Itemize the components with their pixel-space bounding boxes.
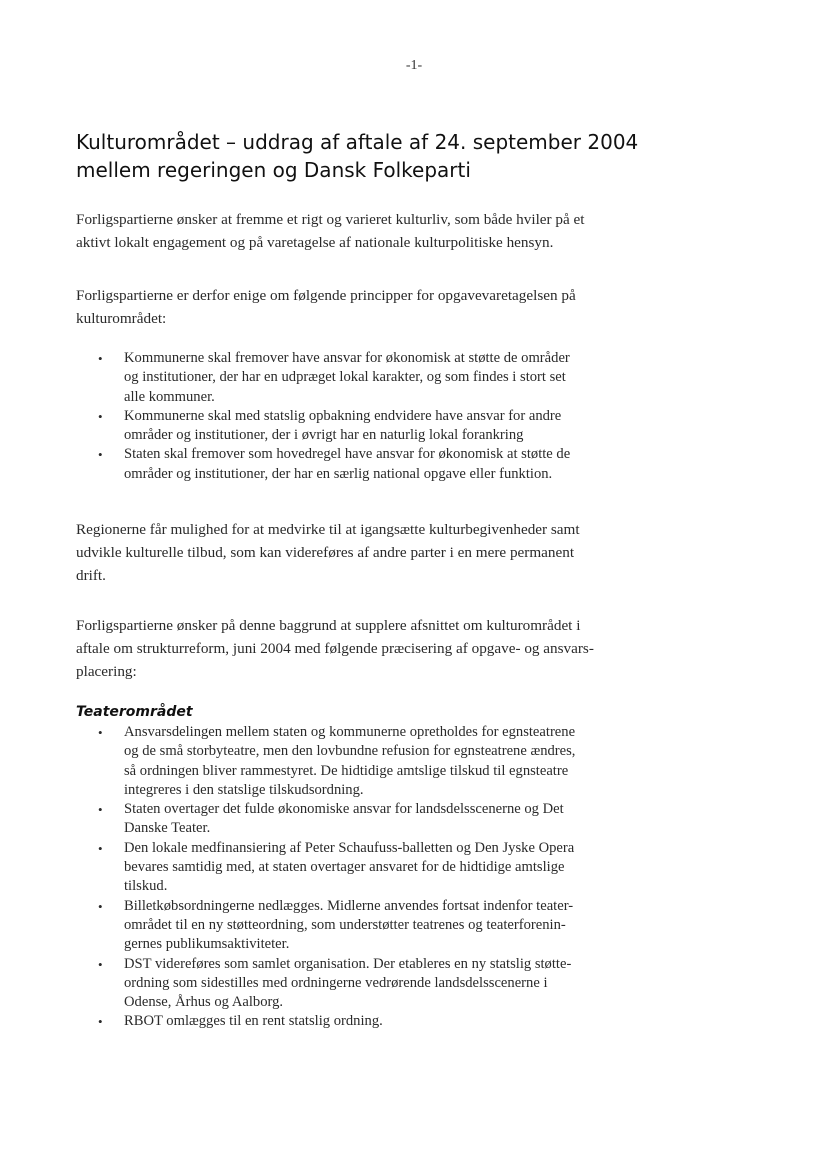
list-item — [98, 723, 644, 800]
title-line: Kulturområdet – uddrag af aftale af 24. september 2004 — [76, 130, 639, 154]
text-line: aftale om strukturreform, juni 2004 med følgende præcisering af opgave- og ansvars- — [76, 640, 594, 657]
supplement-paragraph — [76, 614, 642, 683]
text-line: områder og institutioner, der i øvrigt har en naturlig lokal forankring — [124, 427, 524, 444]
text-line: Danske Teater. — [124, 820, 211, 837]
bullet-icon: • — [98, 447, 103, 463]
text-line: placering: — [76, 663, 137, 680]
document-title — [76, 128, 696, 184]
intro-paragraph — [76, 208, 642, 254]
list-item — [98, 445, 644, 484]
text-line: Ansvarsdelingen mellem staten og kommunerne opretholdes for egnsteatrene — [124, 724, 576, 740]
text-line: udvikle kulturelle tilbud, som kan videreføres af andre parter i en mere permanent — [76, 544, 575, 561]
list-item — [98, 800, 644, 839]
text-line: Staten skal fremover som hovedregel have ansvar for økonomisk at støtte de — [124, 446, 571, 463]
text-line: Billetkøbsordningerne nedlægges. Midlerne anvendes fortsat indenfor teater- — [124, 897, 574, 914]
text-line: Staten overtager det fulde økonomiske ansvar for landsdelsscenerne og Det — [124, 801, 564, 818]
text-line: integreres i den statslige tilskudsordning. — [124, 781, 364, 798]
title-line: mellem regeringen og Dansk Folkeparti — [76, 158, 471, 182]
bullet-icon: • — [98, 408, 103, 424]
list-item — [98, 407, 644, 446]
text-line: gernes publikumsaktiviteter. — [124, 936, 290, 953]
text-line: Regionerne får mulighed for at medvirke til at igangsætte kulturbegivenheder samt — [76, 521, 580, 538]
bullet-icon: • — [98, 802, 103, 818]
list-item — [98, 1012, 644, 1031]
text-line: drift. — [76, 567, 106, 584]
text-line: Odense, Århus og Aalborg. — [124, 994, 284, 1011]
text-line: Forligspartierne ønsker at fremme et rigt og varieret kulturliv, som både hviler på et — [76, 211, 585, 228]
principles-intro-paragraph — [76, 284, 642, 330]
bullet-icon: • — [98, 898, 103, 914]
bullet-icon: • — [98, 840, 103, 856]
text-line: bevares samtidig med, at staten overtager ansvaret for de hidtidige amtslige — [124, 859, 565, 876]
text-line: og de små storbyteatre, men den lovbundne refusion for egnsteatrene ændres, — [124, 743, 576, 760]
theatre-list — [98, 723, 644, 1032]
text-line: tilskud. — [124, 878, 168, 895]
page-number: -1- — [405, 58, 423, 73]
section-heading-teateromradet: Teaterområdet — [76, 704, 193, 720]
text-line: og institutioner, der har en udpræget lokal karakter, og som findes i stort set — [124, 369, 566, 386]
text-line: området til en ny støtteordning, som understøtter teatrenes og teaterforenin- — [124, 916, 566, 933]
principles-list — [98, 349, 644, 484]
text-line: områder og institutioner, der har en særlig national opgave eller funktion. — [124, 465, 553, 482]
bullet-icon: • — [98, 1014, 103, 1030]
list-item — [98, 839, 644, 897]
list-item — [98, 349, 644, 407]
text-line: RBOT omlægges til en rent statslig ordning. — [124, 1013, 383, 1030]
text-line: alle kommuner. — [124, 388, 215, 405]
text-line: aktivt lokalt engagement og på varetagelse af nationale kulturpolitiske hensyn. — [76, 234, 554, 251]
text-line: Kommunerne skal med statslig opbakning endvidere have ansvar for andre — [124, 407, 562, 424]
regions-paragraph — [76, 518, 642, 587]
list-item — [98, 955, 644, 1013]
text-line: så ordningen bliver rammestyret. De hidtidige amtslige tilskud til egnsteatre — [124, 762, 569, 779]
text-line: Den lokale medfinansiering af Peter Schaufuss-balletten og Den Jyske Opera — [124, 839, 575, 856]
bullet-icon: • — [98, 351, 103, 366]
text-line: DST videreføres som samlet organisation. Der etableres en ny statslig støtte- — [124, 955, 572, 972]
text-line: Forligspartierne ønsker på denne baggrund at supplere afsnittet om kulturområdet i — [76, 617, 581, 634]
bullet-icon: • — [98, 725, 103, 740]
text-line: ordning som sidestilles med ordningerne vedrørende landsdelsscenerne i — [124, 974, 548, 991]
text-line: kulturområdet: — [76, 310, 167, 327]
list-item — [98, 897, 644, 955]
text-line: Kommunerne skal fremover have ansvar for økonomisk at støtte de områder — [124, 350, 570, 366]
bullet-icon: • — [98, 956, 103, 972]
text-line: Forligspartierne er derfor enige om følgende principper for opgavevaretagelsen på — [76, 287, 576, 304]
